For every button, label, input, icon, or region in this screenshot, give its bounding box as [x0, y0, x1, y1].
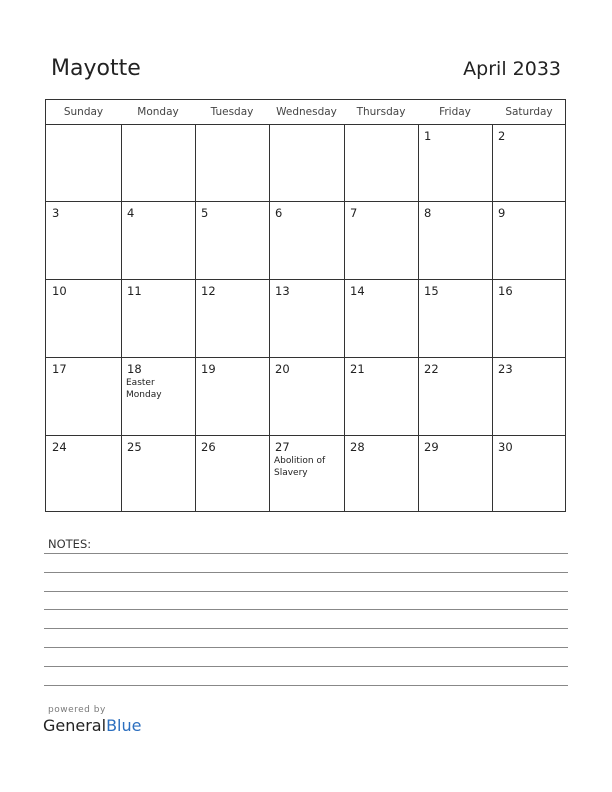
day-number: 4 — [127, 206, 135, 220]
notes-line — [44, 647, 568, 648]
weekday-friday: Friday — [439, 106, 471, 118]
day-cell — [46, 124, 121, 201]
day-number: 7 — [350, 206, 358, 220]
weekday-monday: Monday — [137, 106, 179, 118]
day-number: 14 — [350, 284, 365, 298]
day-number: 18 — [127, 362, 142, 376]
day-number: 8 — [424, 206, 432, 220]
day-cell — [121, 357, 195, 435]
day-number: 11 — [127, 284, 142, 298]
day-cell — [492, 201, 566, 279]
day-number: 29 — [424, 440, 439, 454]
day-number: 15 — [424, 284, 439, 298]
day-number: 27 — [275, 440, 290, 454]
notes-label: NOTES: — [48, 537, 92, 551]
notes-line — [44, 591, 568, 592]
day-cell — [344, 279, 418, 357]
day-cell — [46, 279, 121, 357]
day-cell — [418, 357, 492, 435]
day-number: 19 — [201, 362, 216, 376]
powered-by-text: powered by — [48, 705, 106, 715]
day-cell — [46, 357, 121, 435]
day-number: 22 — [424, 362, 439, 376]
notes-line — [44, 628, 568, 629]
day-number: 30 — [498, 440, 513, 454]
holiday-label: Easter Monday — [126, 378, 162, 400]
day-cell — [344, 124, 418, 201]
day-cell — [418, 201, 492, 279]
weekday-header-row — [46, 100, 565, 124]
weekday-saturday: Saturday — [505, 106, 553, 118]
day-cell — [492, 124, 566, 201]
day-number: 28 — [350, 440, 365, 454]
day-cell — [492, 357, 566, 435]
day-cell — [492, 279, 566, 357]
notes-line — [44, 572, 568, 573]
day-number: 1 — [424, 129, 432, 143]
notes-line — [44, 609, 568, 610]
day-number: 3 — [52, 206, 60, 220]
day-cell — [46, 435, 121, 512]
day-cell — [121, 201, 195, 279]
brand-general-text: General — [43, 716, 107, 735]
day-cell — [269, 201, 344, 279]
notes-line — [44, 553, 568, 554]
day-number: 6 — [275, 206, 283, 220]
day-cell — [46, 201, 121, 279]
day-cell — [195, 201, 269, 279]
day-cell — [195, 124, 269, 201]
calendar-country-title: Mayotte — [51, 56, 141, 81]
day-cell — [269, 279, 344, 357]
day-number: 9 — [498, 206, 506, 220]
notes-line — [44, 685, 568, 686]
day-number: 20 — [275, 362, 290, 376]
day-cell — [269, 124, 344, 201]
day-cell — [195, 357, 269, 435]
weekday-wednesday: Wednesday — [276, 106, 337, 118]
day-cell — [195, 279, 269, 357]
day-cell — [121, 124, 195, 201]
day-cell — [269, 435, 344, 512]
day-number: 5 — [201, 206, 209, 220]
notes-line — [44, 666, 568, 667]
day-cell — [269, 357, 344, 435]
day-number: 16 — [498, 284, 513, 298]
day-cell — [418, 279, 492, 357]
day-number: 12 — [201, 284, 216, 298]
day-cell — [492, 435, 566, 512]
generalblue-logo — [43, 716, 141, 735]
brand-blue-text: Blue — [106, 716, 142, 735]
day-cell — [418, 435, 492, 512]
weekday-sunday: Sunday — [63, 106, 104, 118]
day-cell — [344, 357, 418, 435]
day-number: 23 — [498, 362, 513, 376]
day-cell — [418, 124, 492, 201]
day-number: 17 — [52, 362, 67, 376]
day-cell — [195, 435, 269, 512]
day-number: 10 — [52, 284, 67, 298]
day-number: 13 — [275, 284, 290, 298]
day-cell — [344, 201, 418, 279]
calendar-grid — [45, 99, 566, 512]
day-number: 21 — [350, 362, 365, 376]
day-cell — [121, 435, 195, 512]
weekday-thursday: Thursday — [356, 106, 406, 118]
day-number: 25 — [127, 440, 142, 454]
day-number: 26 — [201, 440, 216, 454]
day-cell — [121, 279, 195, 357]
day-number: 24 — [52, 440, 67, 454]
calendar-month-title: April 2033 — [463, 58, 561, 80]
weekday-tuesday: Tuesday — [210, 106, 254, 118]
day-cell — [344, 435, 418, 512]
holiday-label: Abolition of Slavery — [274, 456, 326, 478]
day-number: 2 — [498, 129, 506, 143]
